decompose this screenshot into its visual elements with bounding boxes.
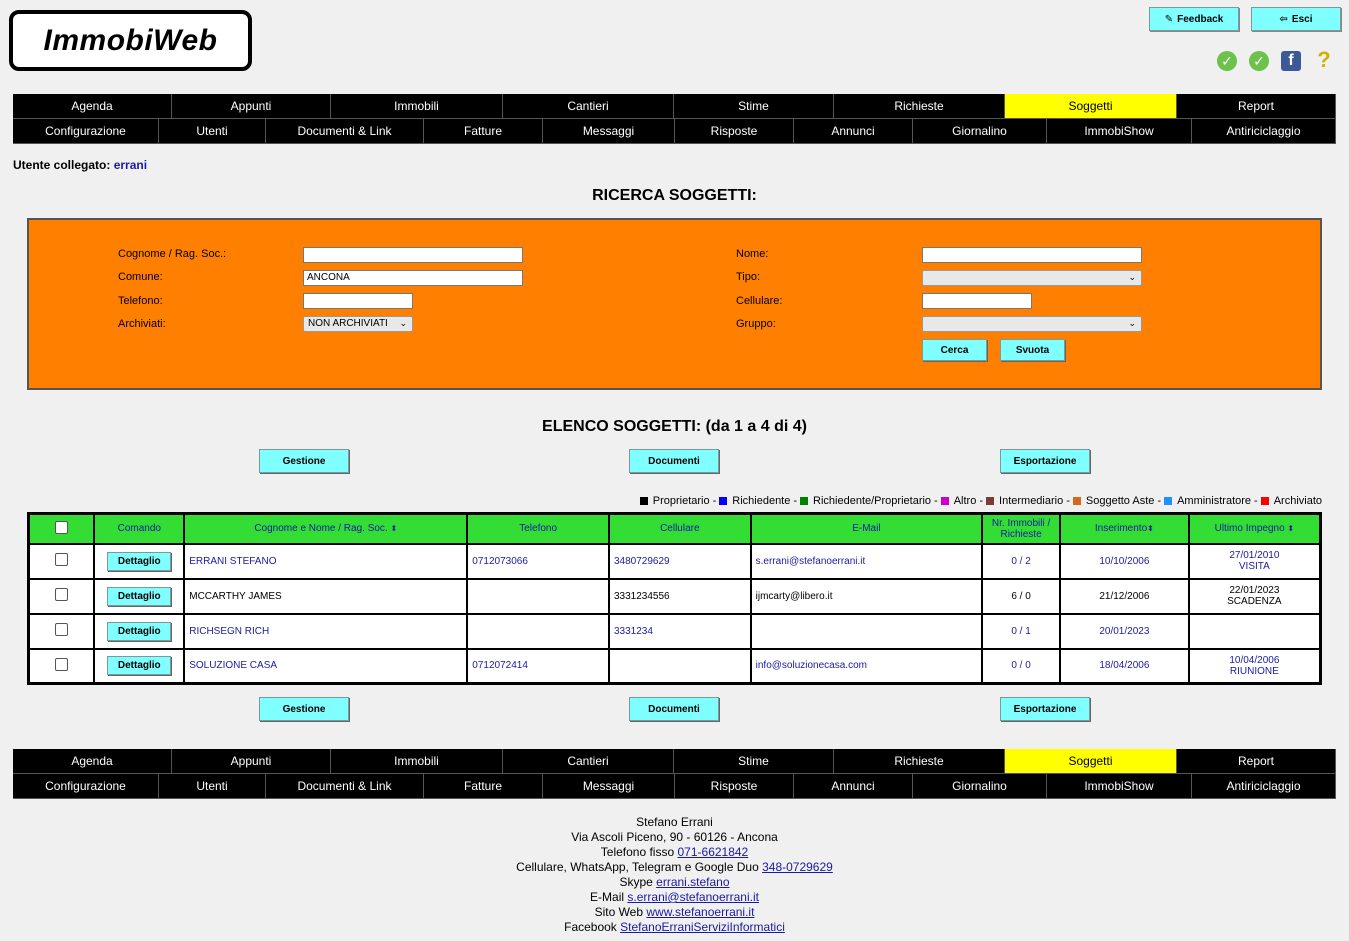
type-legend: Proprietario - Richiedente - Richiedente/Proprietario - Altro - Intermediario - Soggetto Aste - Amministratore - Archiviato [640,495,1322,507]
nav-risposte[interactable]: Risposte [675,119,794,144]
cellulare-input[interactable] [922,293,1032,309]
nav-documenti-link[interactable]: Documenti & Link [266,119,424,144]
nav-immobishow[interactable]: ImmobiShow [1047,774,1192,799]
footer-address: Via Ascoli Piceno, 90 - 60126 - Ancona [571,830,778,844]
check-icon[interactable]: ✓ [1249,51,1269,71]
nav-stime[interactable]: Stime [674,94,834,119]
cell-inserimento[interactable]: 20/01/2023 [1060,614,1189,649]
gruppo-label: Gruppo: [736,318,776,330]
nav-soggetti[interactable]: Soggetti [1005,749,1177,774]
footer-fb-line [0,920,1349,935]
cell-telefono[interactable] [467,579,609,614]
nav-immobishow[interactable]: ImmobiShow [1047,119,1192,144]
nav-stime[interactable]: Stime [674,749,834,774]
tipo-select[interactable] [922,270,1142,286]
status-icons [1217,49,1335,71]
nav-configurazione[interactable]: Configurazione [13,119,159,144]
cell-inserimento[interactable]: 18/04/2006 [1060,649,1189,684]
footer-name: Stefano Errani [636,815,713,829]
select-all-checkbox[interactable] [55,521,68,534]
nav-risposte[interactable]: Risposte [675,774,794,799]
header-nome[interactable] [184,514,467,544]
legend-swatch [800,497,808,505]
nav-immobili[interactable]: Immobili [331,749,503,774]
nav-richieste[interactable]: Richieste [834,94,1005,119]
documenti-button[interactable]: Documenti [629,449,719,473]
nav-report[interactable]: Report [1177,749,1336,774]
impegno-type: VISITA [1238,561,1270,572]
cell-nr[interactable]: 0 / 1 [982,614,1060,649]
gestione-button-bottom[interactable]: Gestione [259,697,349,721]
impegno-date: 27/01/2010 [1229,550,1280,561]
legend-item: Richiedente/Proprietario [813,495,932,507]
dettaglio-button[interactable]: Dettaglio [107,656,171,675]
legend-item: Archiviato [1273,495,1322,507]
cellulare-label: Cellulare: [736,295,783,307]
legend-item: Richiedente [732,495,791,507]
impegno-type: SCADENZA [1227,596,1282,607]
row-select-cell [29,649,95,684]
legend-swatch [719,497,727,505]
main-nav-bottom [13,749,1336,799]
telefono-input[interactable] [303,293,413,309]
cell-nome[interactable]: MCCARTHY JAMES [184,579,467,614]
gruppo-select[interactable] [922,316,1142,332]
footer-tel-label: Telefono fisso [600,845,675,859]
footer-email-link[interactable]: s.errani@stefanoerrani.it [627,890,759,904]
facebook-icon[interactable]: f [1281,51,1301,71]
logged-user-label: Utente collegato: [13,158,111,172]
select-all-header [29,514,95,544]
nome-label: Nome: [736,248,769,260]
nav-row-1 [13,94,1336,119]
nav-appunti[interactable]: Appunti [172,94,331,119]
nav-row-1 [13,749,1336,774]
logged-user-name: errani [113,158,148,172]
cell-nr[interactable]: 0 / 0 [982,649,1060,684]
nav-antiriciclaggio[interactable]: Antiriciclaggio [1192,119,1336,144]
footer-cell-label: Cellulare, WhatsApp, Telegram e Google Duo [516,860,759,874]
header-cellulare: Cellulare [609,514,751,544]
nav-utenti[interactable]: Utenti [159,774,266,799]
nav-documenti-link[interactable]: Documenti & Link [266,774,424,799]
footer-site-label: Sito Web [594,905,644,919]
table-row [29,649,1321,684]
header-inserimento[interactable] [1060,514,1189,544]
cell-email[interactable] [751,614,983,649]
search-title: RICERCA SOGGETTI: [592,187,757,204]
nav-agenda[interactable]: Agenda [13,749,172,774]
cell-cellulare[interactable]: 3331234556 [609,579,751,614]
impegno-date: 22/01/2023 [1229,585,1280,596]
footer-cell-line [0,860,1349,875]
archiviati-select[interactable] [303,316,413,332]
row-checkbox[interactable] [55,588,68,601]
dettaglio-button[interactable]: Dettaglio [107,552,171,571]
nav-appunti[interactable]: Appunti [172,749,331,774]
archiviati-label: Archiviati: [118,318,166,330]
table-row [29,544,1321,579]
header-nr-immobili-2: Richieste [1000,528,1042,540]
row-checkbox[interactable] [55,623,68,636]
nav-row-2 [13,119,1336,144]
footer-fb-label: Facebook [564,920,617,934]
nav-annunci[interactable]: Annunci [794,119,913,144]
exit-button[interactable] [1251,7,1341,31]
cell-nr[interactable]: 0 / 2 [982,544,1060,579]
telefono-label: Telefono: [118,295,163,307]
header-ultimo-impegno-label: Ultimo Impegno [1214,523,1285,535]
sort-icon[interactable]: ⬍ [1287,524,1295,534]
cell-email[interactable]: ijmcarty@libero.it [751,579,983,614]
cell-cellulare[interactable] [609,649,751,684]
footer-tel-link[interactable]: 071-6621842 [677,845,749,859]
header-ultimo-impegno[interactable] [1189,514,1321,544]
nav-configurazione[interactable]: Configurazione [13,774,159,799]
chevron-down-icon: ⌄ [1128,272,1136,282]
nav-giornalino[interactable]: Giornalino [913,774,1047,799]
header-email: E-Mail [751,514,983,544]
help-icon[interactable]: ? [1317,47,1331,72]
nav-row-2 [13,774,1336,799]
nav-antiriciclaggio[interactable]: Antiriciclaggio [1192,774,1336,799]
table-row [29,614,1321,649]
cell-telefono[interactable] [467,614,609,649]
sort-icon[interactable]: ⬍ [1147,524,1154,534]
row-command-cell [94,614,184,649]
table-header-row [29,514,1321,544]
nav-immobili[interactable]: Immobili [331,94,503,119]
nav-cantieri[interactable]: Cantieri [503,749,674,774]
legend-swatch [1261,497,1269,505]
app-logo: ImmobiWeb [9,10,252,71]
nav-fatture[interactable]: Fatture [424,119,543,144]
footer-email-line [0,890,1349,905]
cell-inserimento[interactable]: 21/12/2006 [1060,579,1189,614]
nav-giornalino[interactable]: Giornalino [913,119,1047,144]
documenti-button-bottom[interactable]: Documenti [629,697,719,721]
nav-richieste[interactable]: Richieste [834,749,1005,774]
logged-user [13,158,147,172]
footer-skype-link[interactable]: errani.stefano [656,875,730,889]
footer-skype-label: Skype [619,875,653,889]
cell-impegno[interactable] [1189,649,1321,684]
footer-skype-line [0,875,1349,890]
footer-tel-line [0,845,1349,860]
dettaglio-button[interactable]: Dettaglio [107,622,171,641]
results-table [27,512,1322,685]
footer-email-label: E-Mail [590,890,625,904]
legend-swatch [986,497,994,505]
cell-email[interactable]: info@soluzionecasa.com [751,649,983,684]
cell-nome[interactable]: ERRANI STEFANO [184,544,467,579]
legend-swatch [640,497,648,505]
cerca-button[interactable]: Cerca [922,339,987,361]
feedback-icon: ✎ [1164,13,1174,25]
row-command-cell [94,544,184,579]
header-inserimento-label: Inserimento [1094,523,1148,535]
footer-fb-link[interactable]: StefanoErraniServiziInformatici [620,920,785,934]
row-checkbox[interactable] [55,658,68,671]
main-nav-top [13,94,1336,144]
header-nr-immobili [982,514,1060,544]
cell-impegno[interactable] [1189,579,1321,614]
header-comando: Comando [94,514,184,544]
legend-item: Soggetto Aste [1085,495,1155,507]
cell-telefono[interactable]: 0712072414 [467,649,609,684]
nav-messaggi[interactable]: Messaggi [543,774,675,799]
chevron-down-icon: ⌄ [1128,318,1136,328]
esportazione-button-bottom[interactable]: Esportazione [1000,697,1090,721]
cell-nr[interactable]: 6 / 0 [982,579,1060,614]
header-nome-label: Cognome e Nome / Rag. Soc. [254,523,388,535]
chevron-down-icon: ⌄ [399,318,407,328]
nav-annunci[interactable]: Annunci [794,774,913,799]
cognome-input[interactable] [303,247,523,263]
comune-label: Comune: [118,271,163,283]
footer-site-line [0,905,1349,920]
impegno-type: RIUNIONE [1229,665,1279,677]
nav-cantieri[interactable]: Cantieri [503,94,674,119]
nav-messaggi[interactable]: Messaggi [543,119,675,144]
header-nr-immobili-1: Nr. Immobili / [991,517,1051,529]
nav-report[interactable]: Report [1177,94,1336,119]
row-command-cell [94,579,184,614]
feedback-label: Feedback [1177,13,1224,25]
cell-inserimento[interactable]: 10/10/2006 [1060,544,1189,579]
row-select-cell [29,579,95,614]
impegno-date: 10/04/2006 [1229,654,1280,666]
svuota-button[interactable]: Svuota [1000,339,1065,361]
legend-swatch [941,497,949,505]
row-checkbox[interactable] [55,553,68,566]
cell-email[interactable]: s.errani@stefanoerrani.it [751,544,983,579]
cell-telefono[interactable]: 0712073066 [467,544,609,579]
legend-swatch [1073,497,1081,505]
search-panel [27,218,1322,390]
nome-input[interactable] [922,247,1142,263]
cell-nome[interactable]: SOLUZIONE CASA [184,649,467,684]
sort-icon[interactable]: ⬍ [390,524,398,534]
legend-item: Amministratore [1177,495,1252,507]
exit-icon: ⇦ [1279,13,1288,25]
nav-agenda[interactable]: Agenda [13,94,172,119]
table-row [29,579,1321,614]
legend-item: Proprietario [652,495,710,507]
cell-nome[interactable]: RICHSEGN RICH [184,614,467,649]
footer-cell-link[interactable]: 348-0729629 [762,860,833,874]
archiviati-value: NON ARCHIVIATI [308,318,388,329]
feedback-button[interactable] [1149,7,1239,31]
nav-fatture[interactable]: Fatture [424,774,543,799]
cell-cellulare[interactable]: 3331234 [609,614,751,649]
gestione-button[interactable]: Gestione [259,449,349,473]
footer-site-link[interactable]: www.stefanoerrani.it [646,905,755,919]
row-select-cell [29,614,95,649]
cell-impegno[interactable] [1189,544,1321,579]
legend-swatch [1164,497,1172,505]
header-telefono: Telefono [467,514,609,544]
list-title: ELENCO SOGGETTI: (da 1 a 4 di 4) [542,418,807,435]
dettaglio-button[interactable]: Dettaglio [107,587,171,606]
comune-input[interactable]: ANCONA [303,270,523,286]
nav-soggetti[interactable]: Soggetti [1005,94,1177,119]
cognome-label: Cognome / Rag. Soc.: [118,248,227,260]
legend-item: Intermediario [999,495,1064,507]
esportazione-button[interactable]: Esportazione [1000,449,1090,473]
legend-item: Altro [953,495,977,507]
exit-label: Esci [1291,13,1313,25]
cell-cellulare[interactable]: 3480729629 [609,544,751,579]
footer-contact [0,815,1349,935]
row-select-cell [29,544,95,579]
cell-impegno[interactable] [1189,614,1321,649]
nav-utenti[interactable]: Utenti [159,119,266,144]
tipo-label: Tipo: [736,271,761,283]
check-icon[interactable]: ✓ [1217,51,1237,71]
row-command-cell [94,649,184,684]
